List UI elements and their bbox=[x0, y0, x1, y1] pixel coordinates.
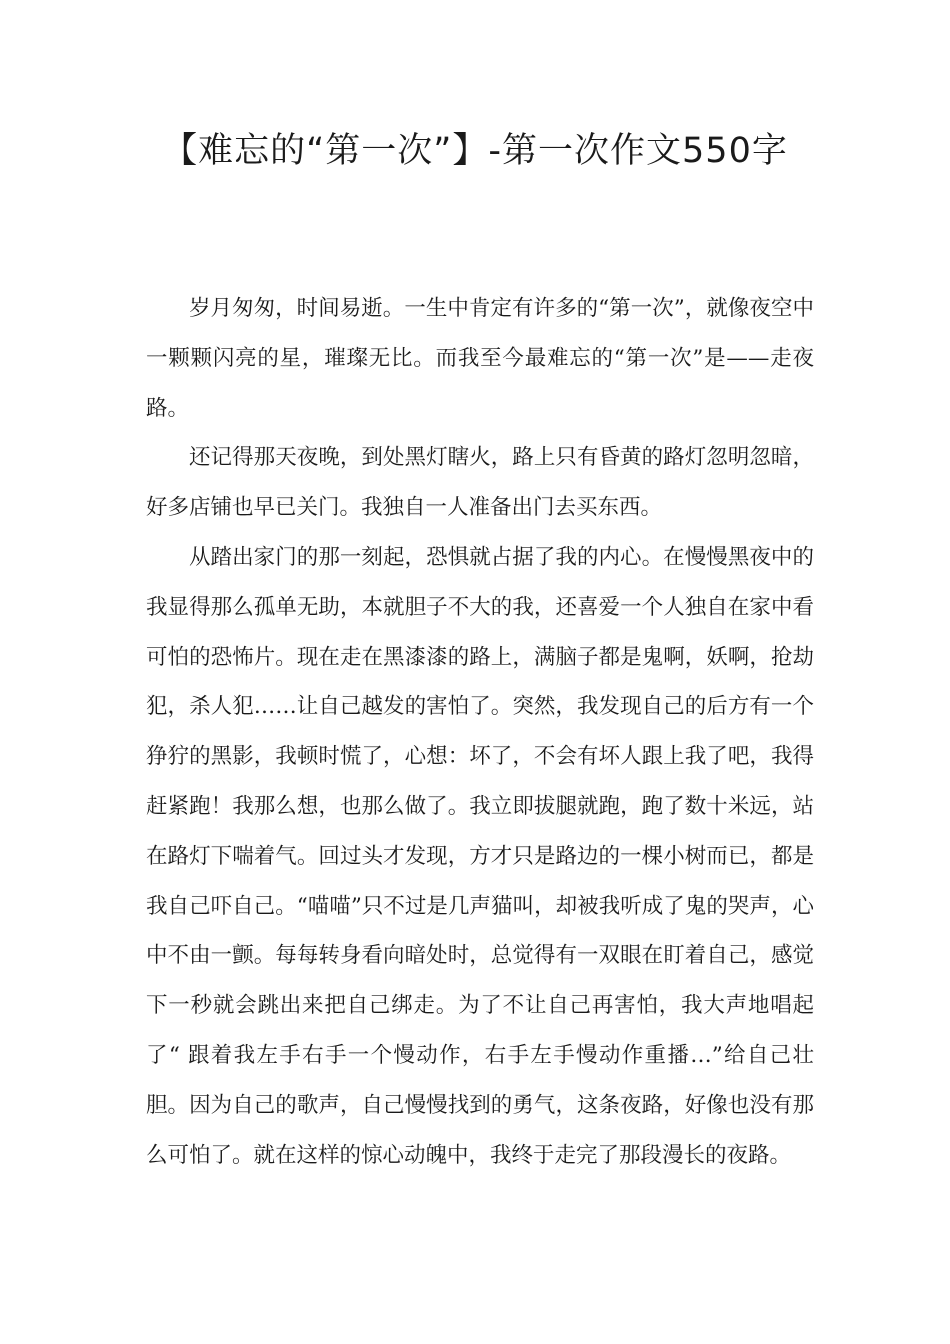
document-body bbox=[146, 284, 814, 1180]
paragraph-1: 岁月匆匆，时间易逝。一生中肯定有许多的“第一次”，就像夜空中一颗颗闪亮的星，璀璨无比。而我至今最难忘的“第一次”是——走夜路。 bbox=[146, 296, 814, 421]
document-title: 【难忘的“第一次”】-第一次作文550字 bbox=[162, 131, 788, 171]
paragraph-3: 从踏出家门的那一刻起，恐惧就占据了我的内心。在慢慢黑夜中的我显得那么孤单无助，本就胆子不大的我，还喜爱一个人独自在家中看可怕的恐怖片。现在走在黑漆漆的路上，满脑子都是鬼啊，妖啊，抢劫犯，杀人犯……让自己越发的害怕了。突然，我发现自己的后方有一个狰狞的黑影，我顿时慌了，心想：坏了，不会有坏人跟上我了吧，我得赶紧跑！我那么想，也那么做了。我立即拔腿就跑，跑了数十米远，站在路灯下喘着气。回过头才发现，方才只是路边的一棵小树而已，都是我自己吓自己。“喵喵”只不过是几声猫叫，却被我听成了鬼的哭声，心中不由一颤。每每转身看向暗处时，总觉得有一双眼在盯着自己，感觉下一秒就会跳出来把自己绑走。为了不让自己再害怕，我大声地唱起了“ 跟着我左手右手一个慢动作，右手左手慢动作重播…”给自己壮胆。因为自己的歌声，自己慢慢找到的勇气，这条夜路，好像也没有那么可怕了。就在这样的惊心动魄中，我终于走完了那段漫长的夜路。 bbox=[146, 544, 814, 1168]
paragraph-2: 还记得那天夜晚，到处黑灯瞎火，路上只有昏黄的路灯忽明忽暗，好多店铺也早已关门。我独自一人准备出门去买东西。 bbox=[146, 445, 814, 521]
